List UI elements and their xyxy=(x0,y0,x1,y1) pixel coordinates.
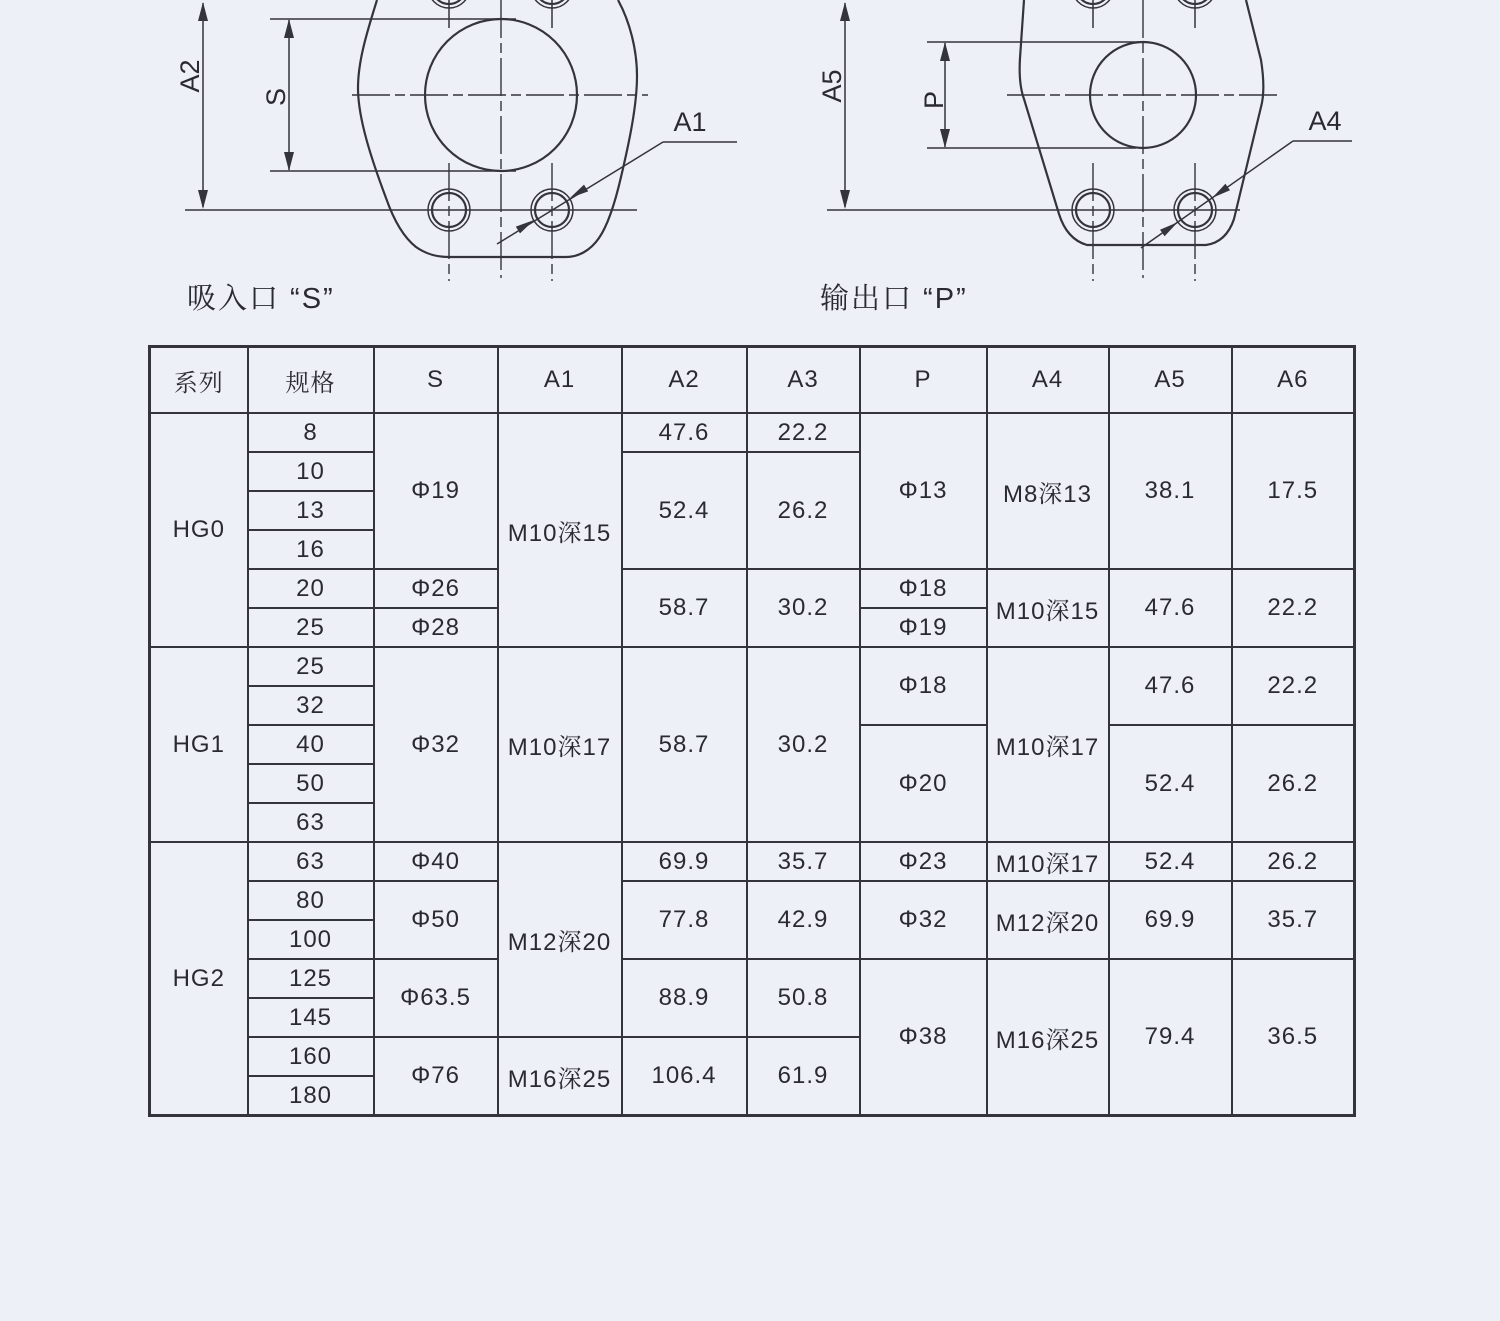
cell-a2: 88.9 xyxy=(622,959,747,1037)
cell-a6: 36.5 xyxy=(1232,959,1355,1116)
col-header-a6: A6 xyxy=(1232,347,1355,414)
dim-p-label: P xyxy=(919,90,950,110)
table-row xyxy=(150,881,1355,920)
cell-a2: 106.4 xyxy=(622,1037,747,1116)
dim-s-arrow-down-icon xyxy=(284,152,294,171)
cell-a4: M8深13 xyxy=(987,413,1109,569)
cell-a3: 35.7 xyxy=(747,842,860,881)
cell-s: Φ32 xyxy=(374,647,498,842)
cell-a3: 26.2 xyxy=(747,452,860,569)
dim-p-arrow-up-icon xyxy=(940,42,950,61)
cell-spec: 180 xyxy=(248,1076,374,1116)
outlet-port-drawing xyxy=(817,0,1352,281)
cell-p: Φ32 xyxy=(860,881,987,959)
cell-a4: M10深15 xyxy=(987,569,1109,647)
col-header-series: 系列 xyxy=(150,347,248,414)
dim-a5-arrow-up-icon xyxy=(840,2,850,21)
outlet-port-caption: 输出口 “P” xyxy=(820,283,968,315)
cell-a4: M10深17 xyxy=(987,647,1109,842)
suction-port-drawing xyxy=(175,0,737,281)
cell-a5: 52.4 xyxy=(1109,725,1232,842)
cell-s: Φ50 xyxy=(374,881,498,959)
cell-p: Φ13 xyxy=(860,413,987,569)
cell-spec: 63 xyxy=(248,803,374,842)
col-header-s: S xyxy=(374,347,498,414)
dim-a5-label: A5 xyxy=(817,69,848,103)
dim-p-arrow-down-icon xyxy=(940,129,950,148)
cell-series: HG0 xyxy=(150,413,248,647)
table-row xyxy=(150,647,1355,686)
cell-a3: 22.2 xyxy=(747,413,860,452)
cell-s: Φ40 xyxy=(374,842,498,881)
cell-p: Φ18 xyxy=(860,647,987,725)
cell-a1: M10深15 xyxy=(498,413,622,647)
cell-a6: 17.5 xyxy=(1232,413,1355,569)
cell-a3: 42.9 xyxy=(747,881,860,959)
cell-spec: 10 xyxy=(248,452,374,491)
cell-a2: 47.6 xyxy=(622,413,747,452)
cell-a2: 58.7 xyxy=(622,569,747,647)
outlet-flange-outline xyxy=(1020,0,1264,245)
col-header-a4: A4 xyxy=(987,347,1109,414)
col-header-spec: 规格 xyxy=(248,347,374,414)
cell-spec: 63 xyxy=(248,842,374,881)
dim-a1-arrow-upper-icon xyxy=(570,185,588,198)
cell-s: Φ28 xyxy=(374,608,498,647)
cell-s: Φ63.5 xyxy=(374,959,498,1037)
cell-a1: M16深25 xyxy=(498,1037,622,1116)
dim-a2-arrow-up-icon xyxy=(198,2,208,21)
cell-a6: 26.2 xyxy=(1232,725,1355,842)
cell-s: Φ19 xyxy=(374,413,498,569)
cell-a2: 58.7 xyxy=(622,647,747,842)
cell-series: HG1 xyxy=(150,647,248,842)
cell-a5: 52.4 xyxy=(1109,842,1232,881)
col-header-a3: A3 xyxy=(747,347,860,414)
cell-spec: 50 xyxy=(248,764,374,803)
cell-spec: 16 xyxy=(248,530,374,569)
cell-a6: 26.2 xyxy=(1232,842,1355,881)
cell-a2: 77.8 xyxy=(622,881,747,959)
cell-a3: 30.2 xyxy=(747,647,860,842)
col-header-a1: A1 xyxy=(498,347,622,414)
cell-s: Φ26 xyxy=(374,569,498,608)
dim-a4-label: A4 xyxy=(1308,106,1342,136)
dim-a2-arrow-down-icon xyxy=(198,190,208,209)
cell-p: Φ38 xyxy=(860,959,987,1116)
cell-spec: 32 xyxy=(248,686,374,725)
dim-a1-label: A1 xyxy=(673,107,707,137)
dimension-table xyxy=(148,345,1356,1117)
cell-a6: 35.7 xyxy=(1232,881,1355,959)
table-row xyxy=(150,413,1355,452)
cell-spec: 125 xyxy=(248,959,374,998)
cell-spec: 25 xyxy=(248,608,374,647)
cell-p: Φ23 xyxy=(860,842,987,881)
cell-a6: 22.2 xyxy=(1232,569,1355,647)
cell-a4: M10深17 xyxy=(987,842,1109,881)
cell-a5: 79.4 xyxy=(1109,959,1232,1116)
table-row xyxy=(150,959,1355,998)
cell-a4: M12深20 xyxy=(987,881,1109,959)
cell-spec: 145 xyxy=(248,998,374,1037)
dim-a5-arrow-down-icon xyxy=(840,190,850,209)
cell-a3: 30.2 xyxy=(747,569,860,647)
cell-p: Φ20 xyxy=(860,725,987,842)
cell-s: Φ76 xyxy=(374,1037,498,1116)
cell-a1: M10深17 xyxy=(498,647,622,842)
suction-port-caption: 吸入口 “S” xyxy=(187,283,335,315)
cell-spec: 100 xyxy=(248,920,374,959)
cell-a5: 38.1 xyxy=(1109,413,1232,569)
cell-p: Φ18 xyxy=(860,569,987,608)
cell-spec: 8 xyxy=(248,413,374,452)
cell-a5: 69.9 xyxy=(1109,881,1232,959)
cell-a2: 52.4 xyxy=(622,452,747,569)
cell-spec: 80 xyxy=(248,881,374,920)
cell-a1: M12深20 xyxy=(498,842,622,1037)
cell-spec: 40 xyxy=(248,725,374,764)
dim-s-label: S xyxy=(261,87,292,107)
cell-a6: 22.2 xyxy=(1232,647,1355,725)
col-header-p: P xyxy=(860,347,987,414)
dimension-table-wrap xyxy=(148,345,1356,1117)
dim-a4-arrow-upper-icon xyxy=(1212,184,1230,198)
cell-spec: 13 xyxy=(248,491,374,530)
cell-a3: 61.9 xyxy=(747,1037,860,1116)
col-header-a5: A5 xyxy=(1109,347,1232,414)
cell-spec: 160 xyxy=(248,1037,374,1076)
col-header-a2: A2 xyxy=(622,347,747,414)
cell-a5: 47.6 xyxy=(1109,647,1232,725)
cell-a2: 69.9 xyxy=(622,842,747,881)
cell-a3: 50.8 xyxy=(747,959,860,1037)
header-row xyxy=(150,347,1355,414)
cell-a5: 47.6 xyxy=(1109,569,1232,647)
dim-a4-arrow-lower-icon xyxy=(1160,222,1178,236)
dim-a2-label: A2 xyxy=(175,59,206,93)
cell-spec: 25 xyxy=(248,647,374,686)
cell-p: Φ19 xyxy=(860,608,987,647)
suction-flange-outline xyxy=(358,0,637,257)
table-row xyxy=(150,569,1355,608)
cell-series: HG2 xyxy=(150,842,248,1116)
cell-a4: M16深25 xyxy=(987,959,1109,1116)
table-row xyxy=(150,842,1355,881)
dim-s-arrow-up-icon xyxy=(284,19,294,38)
cell-spec: 20 xyxy=(248,569,374,608)
